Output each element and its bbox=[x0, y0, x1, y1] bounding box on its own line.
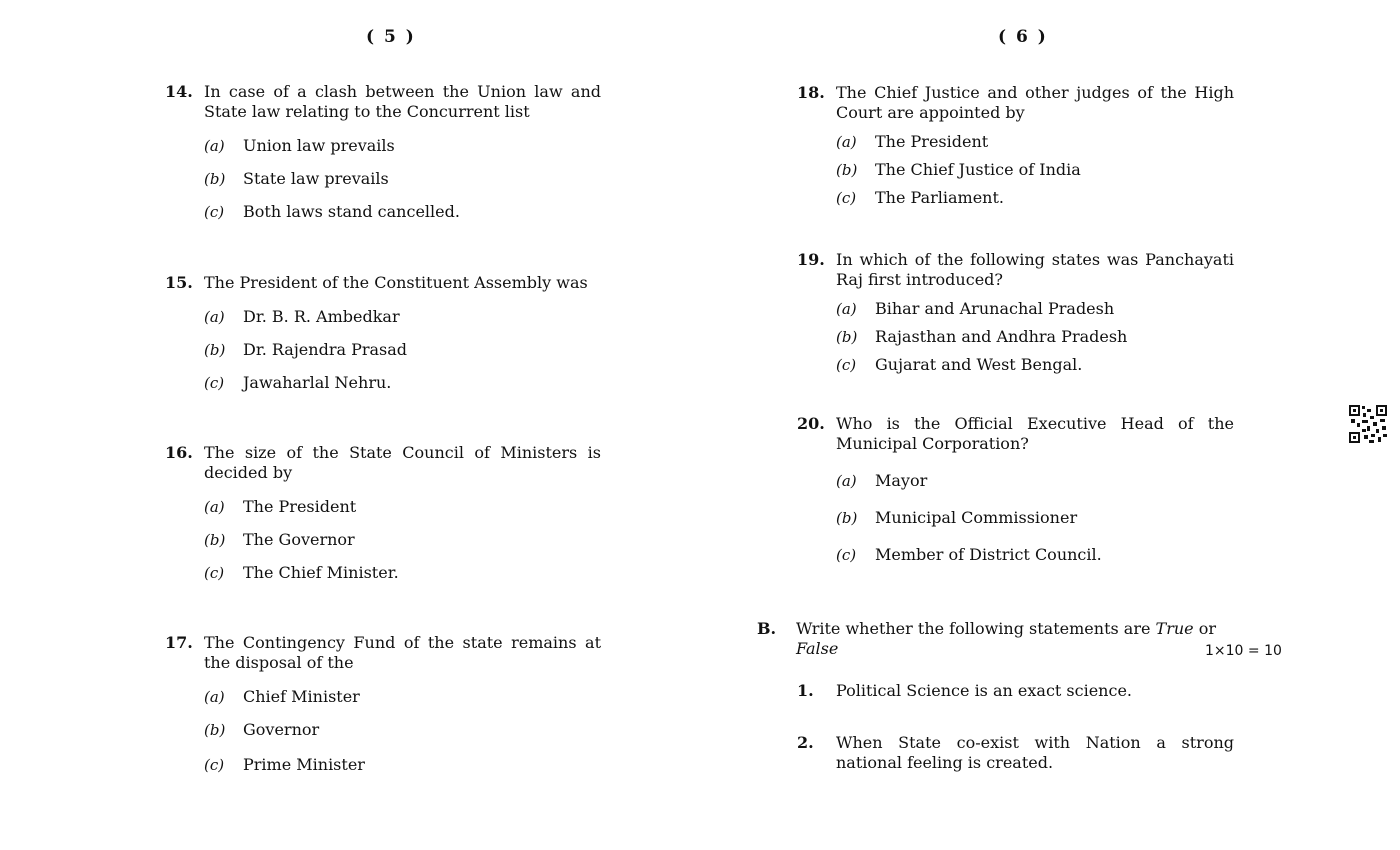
statement-text: Political Science is an exact science. bbox=[836, 681, 1132, 700]
option-a: (a) Union law prevails bbox=[204, 136, 395, 155]
statement-number: 1. bbox=[797, 681, 814, 700]
option-a: (a) Bihar and Arunachal Pradesh bbox=[836, 299, 1115, 318]
marks-allocation: 1×10 = 10 bbox=[1205, 643, 1282, 659]
question-text: The Contingency Fund of the state remains at the disposal of the bbox=[204, 633, 601, 672]
section-instruction: Write whether the following statements are True or False bbox=[796, 619, 1216, 658]
option-c: (c) The Chief Minister. bbox=[204, 563, 399, 582]
option-c: (c) Member of District Council. bbox=[836, 545, 1102, 564]
question-text: The size of the State Council of Ministers is decided by bbox=[204, 443, 601, 482]
option-a: (a) The President bbox=[836, 132, 989, 151]
option-a: (a) The President bbox=[204, 497, 357, 516]
question-17 bbox=[165, 633, 601, 774]
question-16 bbox=[165, 443, 601, 582]
question-20 bbox=[797, 414, 1234, 564]
question-text: In case of a clash between the Union law and State law relating to the Concurrent list bbox=[204, 82, 601, 121]
statement-text: When State co-exist with Nation a strong national feeling is created. bbox=[836, 733, 1234, 772]
option-b: (b) State law prevails bbox=[204, 169, 389, 188]
statement-1 bbox=[797, 681, 1234, 701]
option-b: (b) Dr. Rajendra Prasad bbox=[204, 340, 408, 359]
question-number: 20. bbox=[797, 414, 825, 433]
question-19 bbox=[797, 250, 1234, 374]
question-number: 14. bbox=[165, 82, 193, 101]
question-15 bbox=[165, 273, 601, 392]
question-text: The President of the Constituent Assembly was bbox=[204, 273, 588, 292]
statement-2 bbox=[797, 733, 1234, 773]
question-18 bbox=[797, 83, 1234, 207]
statement-number: 2. bbox=[797, 733, 814, 752]
option-c: (c) Gujarat and West Bengal. bbox=[836, 355, 1083, 374]
page-number-left: ( 5 ) bbox=[366, 27, 416, 47]
question-number: 19. bbox=[797, 250, 825, 269]
option-b: (b) Governor bbox=[204, 720, 320, 739]
question-number: 17. bbox=[165, 633, 193, 652]
option-c: (c) Jawaharlal Nehru. bbox=[204, 373, 392, 392]
option-b: (b) Municipal Commissioner bbox=[836, 508, 1078, 527]
question-text: In which of the following states was Panchayati Raj first introduced? bbox=[836, 250, 1234, 289]
option-b: (b) The Governor bbox=[204, 530, 355, 549]
question-text: The Chief Justice and other judges of the High Court are appointed by bbox=[836, 83, 1234, 122]
page-number-right: ( 6 ) bbox=[998, 27, 1048, 47]
option-c: (c) Prime Minister bbox=[204, 755, 365, 774]
question-14 bbox=[165, 82, 601, 221]
section-label: B. bbox=[757, 619, 777, 638]
option-c: (c) Both laws stand cancelled. bbox=[204, 202, 460, 221]
option-b: (b) The Chief Justice of India bbox=[836, 160, 1081, 179]
section-b bbox=[757, 619, 1234, 659]
option-c: (c) The Parliament. bbox=[836, 188, 1004, 207]
option-a: (a) Mayor bbox=[836, 471, 928, 490]
option-a: (a) Dr. B. R. Ambedkar bbox=[204, 307, 400, 326]
qr-code-icon bbox=[1348, 404, 1388, 444]
option-b: (b) Rajasthan and Andhra Pradesh bbox=[836, 327, 1128, 346]
question-number: 16. bbox=[165, 443, 193, 462]
option-a: (a) Chief Minister bbox=[204, 687, 360, 706]
question-text: Who is the Official Executive Head of the Municipal Corporation? bbox=[836, 414, 1234, 453]
question-number: 15. bbox=[165, 273, 193, 292]
question-number: 18. bbox=[797, 83, 825, 102]
